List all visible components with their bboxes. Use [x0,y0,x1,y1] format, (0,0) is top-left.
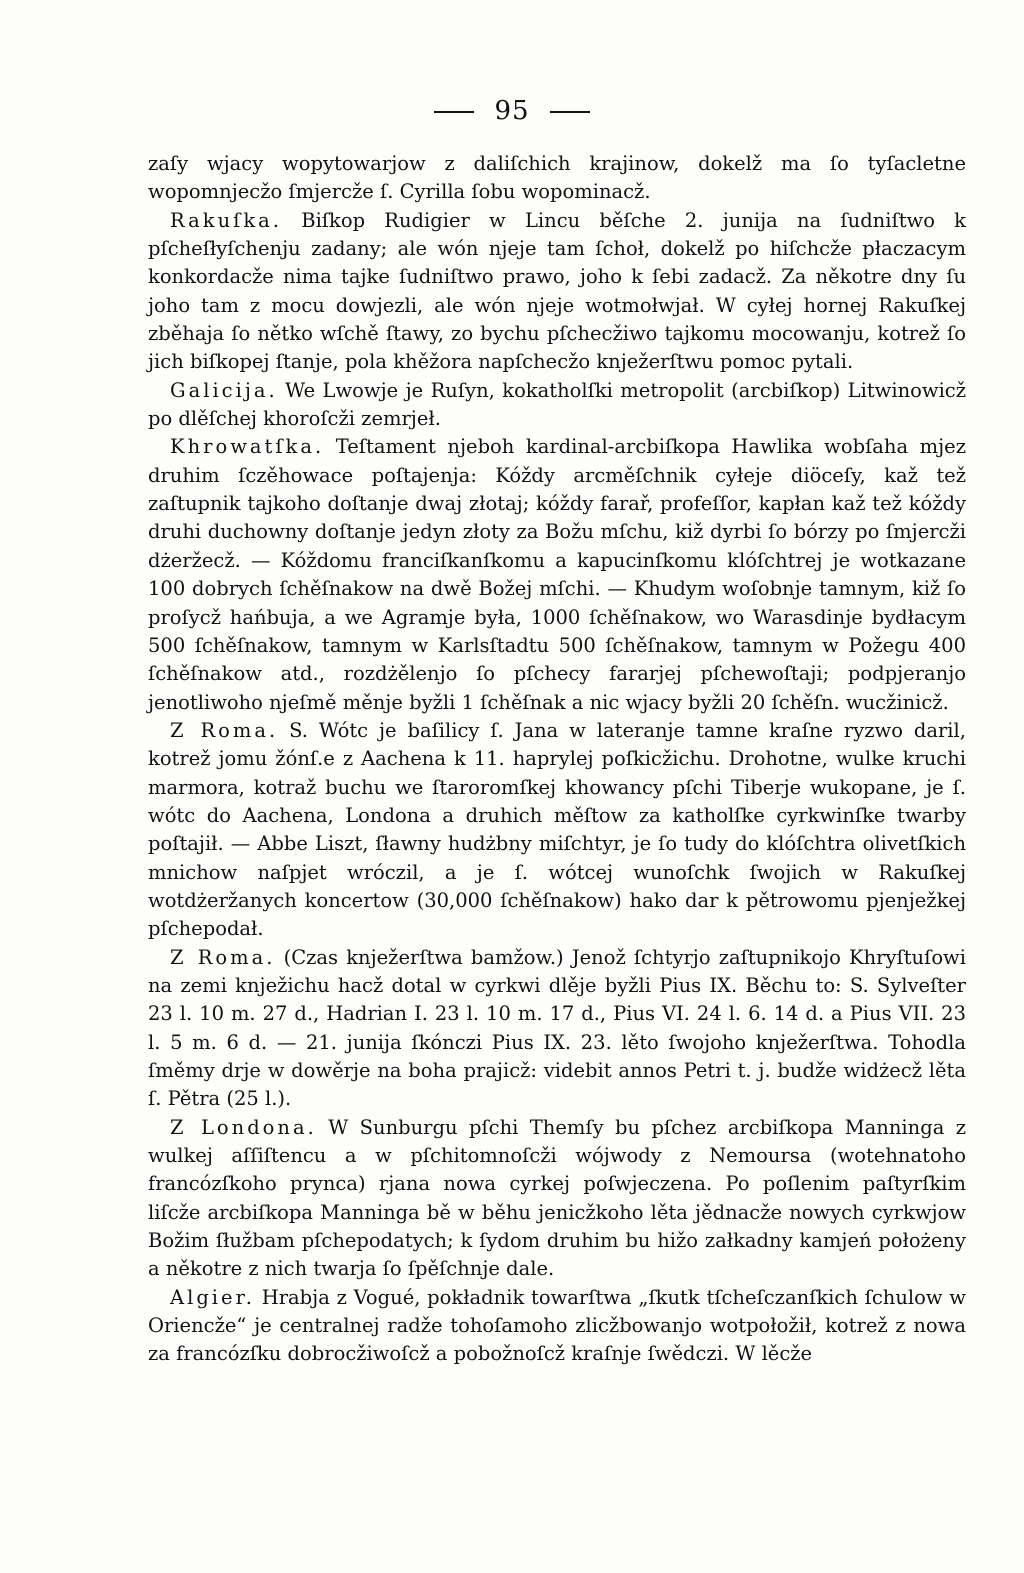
header-dash-right [550,111,590,113]
body-text [148,150,966,1369]
header-dash-left [434,111,474,113]
page-number: 95 [494,96,530,126]
paragraph-z-londona [148,1114,966,1284]
paragraph-heading: Z Roma. [170,945,276,969]
paragraph-text: W Sunburgu pſchi Themſy bu pſchez arcbiſkopa Manninga z wulkej aſſiſtencu a w pſchitomnoſcži wójwody z Nemoursa (wotehnatoho francózſkoho pryncа) rjana nowa cyrkej poſwjeczena. Po poſlenim paſtyrſkim liſcže arcbiſkopa Manninga bě w běhu jenicžkoho lěta jědnacže nowych cyrkwjow Božim ſłužbam pſchepodatych; k ſydom druhim bu hižo załkadny kamjeń położeny a někotre z nich twarja ſo ſpěſchnje dale. [148,1115,966,1281]
paragraph-z-roma-1 [148,717,966,944]
paragraph-text: (Czas knježerſtwa bamžow.) Jenož ſchtyrjo zaſtupnikojo Khryſtuſowi na zemi knježichu hacž dotal w cyrkwi dlěje byžli Pius IX. Běchu to: S. Sylveſter 23 l. 10 m. 27 d., Hadrian I. 23 l. 10 m. 17 d., Pius VI. 24 l. 6. 14 d. a Pius VII. 23 l. 5 m. 6 d. — 21. junija ſkónczi Pius IX. 23. lěto ſwojoho knježerſtwa. Tohodla ſměmy drje w dowěrje na boha prajicž: videbit annos Petri t. j. budže widżecž lěta ſ. Pětra (25 l.). [148,945,966,1111]
paragraph-rakuska [148,207,966,377]
paragraph-text: Teſtament njeboh kardinal-arcbiſkopa Hawlika wobſaha mjez druhim ſczěhowace poſtajenja: Kóždy arcměſchnik cyłeje diöceſy, kaž tež zaſtupnik tajkoho doſtanje dwaj złotaj; kóždy farař, profeſſor, kapłan kaž tež kóždy druhi duchowny doſtanje jedyn złoty za Božu mſchu, kiž dyrbi ſo bórzy po ſmjercži dżeržecž. — Kóždomu franciſkanſkomu a kapucinſkomu klóſchtrej je wotkazane 100 dobrych ſchěſnakow na dwě Božej mſchi. — Khudym woſobnje tamnym, kiž ſo proſycž hańbuja, a we Agramje była, 1000 ſchěſnakow, wo Warasdinje bydłacym 500 ſchěſnakow, tamnym w Karlsſtadtu 500 ſchěſnakow, tamnym w Požegu 400 ſchěſnakow atd., rozdżělenjo ſo pſchecy fararjej pſchewoſtaji; podpjeranjo jenotliwoho njeſmě měnje byžli 1 ſchěſnak a nic wjacy byžli 20 ſchěſn. wucžinicž. [148,435,966,714]
paragraph-heading: Rakuſka. [170,208,282,232]
paragraph-algier [148,1284,966,1369]
paragraph-heading: Z Roma. [170,718,279,742]
paragraph-galicija [148,377,966,434]
paragraph-heading: Khrowatſka. [170,435,325,459]
paragraph-text: Biſkop Rudigier w Lincu běſche 2. junija na ſudniſtwo k pſcheſłyſchenju zadany; ale wón njeje tam ſchoł, dokelž po hiſchcže płaczacym konkordacže nima tajke ſudniſtwo prawo, joho k ſebi zadacž. Za někotre dny ſu joho tam z mocu dowjezli, ale wón njeje wotmołwjał. W cyłej hornej Rakuſkej zběhaja ſo nětko wſchě ſtawy, zo bychu pſchecžiwo tajkomu mocowanju, kotrež ſo jich biſkopej ſtanje, pola khěžora napſchecžo knježerſtwu pomoc pytali. [148,208,967,374]
paragraph-text: We Lwowje je Ruſyn, kokatholſki metropolit (arcbiſkop) Litwinowicž po dlěſchej khoroſcži zemrjeł. [148,378,967,431]
paragraph-text: S. Wótc je baſilicy ſ. Jana w lateranje tamne kraſne ryzwo daril, kotrež jomu žónſ.e z Aachena k 11. haprylej poſkicžichu. Drohotne, wulke kruchi marmora, kotraž buchu we ſtaroromſkej khowancy pſchi Tiberje wukopane, je ſ. wótc do Aachena, Londona a druhich měſtow za katholſke cyrkwinſke twarby poſtajił. — Abbe Liszt, ſławny hudżbny miſchtyr, je ſo tudy do klóſchtra olivetſkich mnichow naſpjet wróczil, a je ſ. wótcej wunoſchk ſwojich w Rakuſkej wotdżeržanych koncertow (30,000 ſchěſnakow) hako dar k pětrowomu pjenježkej pſchepodał. [148,718,966,941]
paragraph-text: Hrabja z Vogué, pokładnik towarſtwa „ſkutk tſcheſczanſkich ſchulow w Oriencže“ je centralnej radže tohoſamoho zlicžbowanjo wotpołožił, kotrež z nowa za francózſku dobrocžiwoſcž a pobožnoſcž kraſnje ſwědczi. W lěcže [148,1285,966,1366]
paragraph-z-roma-2 [148,944,966,1114]
paragraph-text: zaſy wjacy wopytowarjow z daliſchich krajinow, dokelž ma ſo tyſacletne wopomnjecžo ſmjercže ſ. Cyrilla ſobu wopominacž. [148,152,966,204]
paragraph-heading: Algier. [170,1285,255,1309]
paragraph-heading: Galicija. [170,378,278,402]
page-header [0,96,1024,126]
paragraph-heading: Z Londona. [170,1115,317,1139]
paragraph-khrowatska [148,433,966,716]
paragraph-continuation [148,150,966,207]
